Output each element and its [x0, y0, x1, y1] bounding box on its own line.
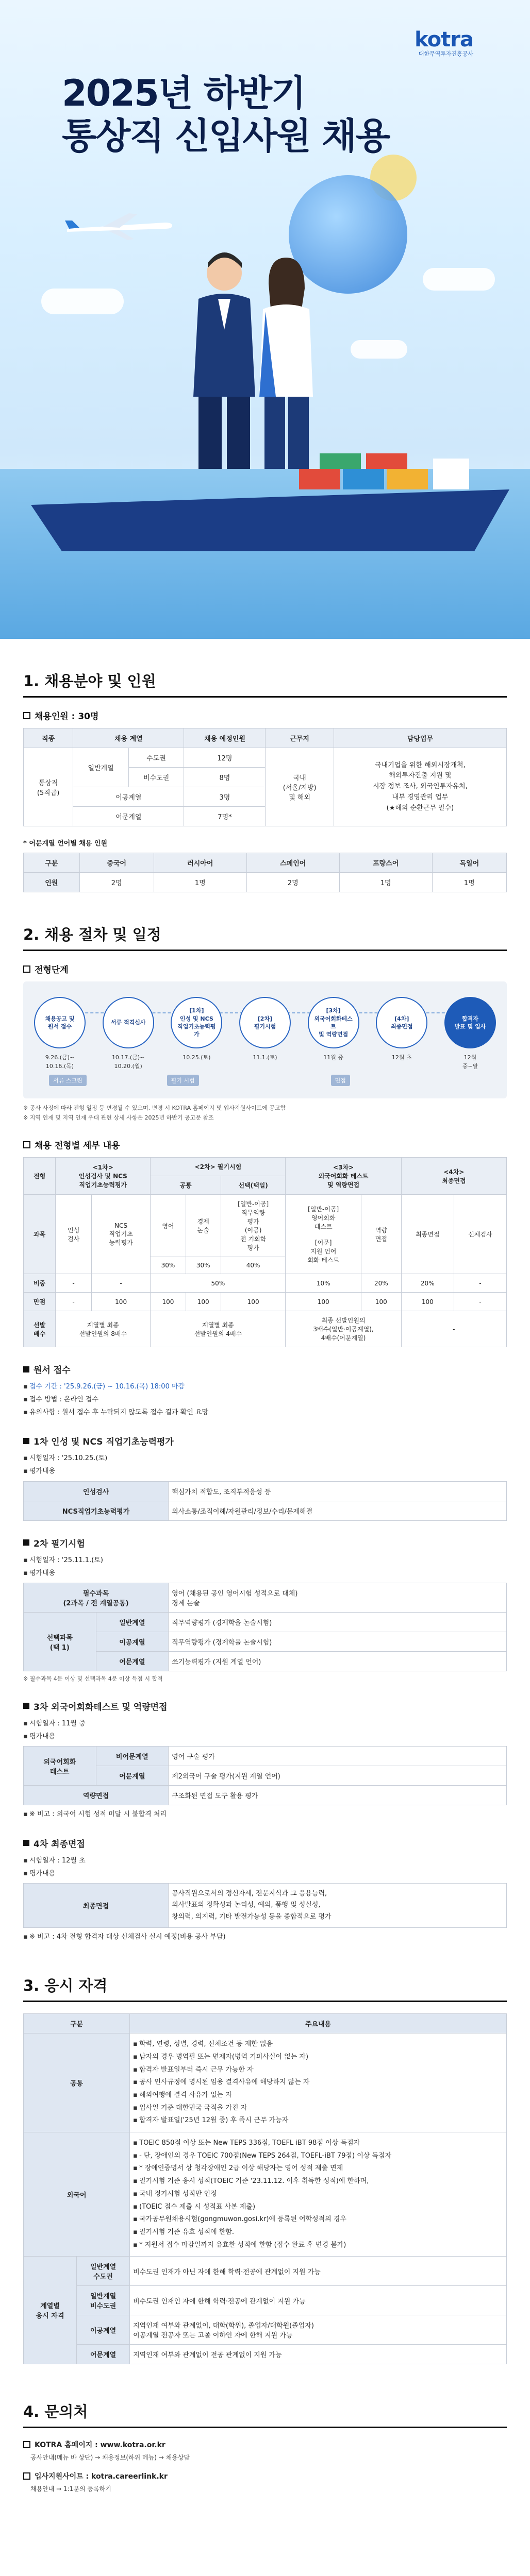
- test2-date: ▪ 시험일자 : '25.11.1.(토): [23, 1554, 507, 1567]
- section2-title: 2. 채용 절차 및 일정: [23, 892, 507, 951]
- section1-title: 1. 채용분야 및 인원: [23, 639, 507, 698]
- language-count-table: [23, 853, 507, 892]
- lang-th: 구분: [24, 853, 80, 873]
- subweight-cell: 30%: [151, 1257, 186, 1274]
- test4-eval: ▪ 평가내용: [23, 1868, 507, 1880]
- elig-field-value: 비수도권 인재가 아닌 자에 한해 학력·전공에 관계없이 지원 가능: [130, 2257, 507, 2286]
- lang-th: 중국어: [79, 853, 154, 873]
- process-note: ※ 지역 인재 및 지역 인재 우대 관련 상세 사항은 2025년 하반기 공고문 참조: [23, 1114, 214, 1121]
- weight-cell: 20%: [361, 1274, 401, 1293]
- section-recruit-fields: [0, 639, 530, 892]
- item-cell: 영어: [151, 1195, 186, 1257]
- timeline-step: [239, 997, 291, 1062]
- timeline-step-date: 11월 중: [323, 1054, 343, 1061]
- elig-lang: [130, 2132, 507, 2257]
- stage-subth: 선택(택일): [221, 1176, 286, 1195]
- section-contact: [0, 2369, 530, 2493]
- elig-field-value: 비수도권 인재인 자에 한해 학력·전공에 관계없이 지원 가능: [130, 2286, 507, 2315]
- lang-th: 스페인어: [246, 853, 339, 873]
- item-cell: 최종면접: [401, 1195, 454, 1274]
- eval-value: 의사소통/조직이해/자원관리/정보/수리/문제해결: [169, 1501, 507, 1520]
- item-cell: NCS 직업기초 능력평가: [91, 1195, 150, 1274]
- timeline-step: [102, 997, 155, 1071]
- job-cell: 통상직 (5직급): [24, 748, 73, 826]
- count-cell: 3명: [184, 787, 266, 807]
- eligibility-item: ▪ 필기시험 기준 유효 성적에 한함.: [133, 2226, 503, 2239]
- test3-table: [23, 1746, 507, 1805]
- eligibility-item: ▪ 국가공무원채용시험(gongmuwon.gosi.kr)에 등록된 어학성적의 경우: [133, 2213, 503, 2226]
- eligibility-item: ▪ 필기시험 기준 응시 성적(TOEIC 기준 '23.11.12. 이후 취득한 성적)에 한하며,: [133, 2175, 503, 2188]
- test4-table: [23, 1883, 507, 1927]
- timeline-step-label: [3차] 외국어회화테스트 및 역량면접: [308, 997, 359, 1048]
- receive-item: ▪ 접수 기간 : '25.9.26.(금) ~ 10.16.(목) 18:00 마감: [23, 1381, 507, 1394]
- eval-sub: 어문계열: [96, 1652, 169, 1671]
- eval-key: 필수과목 (2과목 / 전 계열공통): [24, 1583, 169, 1613]
- item-cell: [일반-이공] 직무역량 평가 (이공) 전 기회학 평가: [221, 1195, 286, 1257]
- eval-value: 영어 구술 평가: [169, 1747, 507, 1766]
- section4-title: 4. 문의처: [23, 2369, 507, 2428]
- test4-heading: 4차 최종면접: [23, 1837, 507, 1850]
- item-cell: [일반-이공] 영어회화 테스트 [어문] 지원 언어 회화 테스트: [286, 1195, 361, 1274]
- lang-th: 프랑스어: [339, 853, 432, 873]
- checkbox-icon: [23, 965, 30, 973]
- eval-sub: 어문계열: [96, 1766, 169, 1786]
- eligibility-item: ▪ 공사 인사규정에 명시된 임용 결격사유에 해당하지 않는 자: [133, 2076, 503, 2089]
- cutline-cell: 100: [401, 1293, 454, 1311]
- test2-note: ※ 필수과목 4문 이상 및 선택과목 4문 이상 득점 시 합격: [23, 1675, 163, 1683]
- test1-list: [23, 1452, 507, 1478]
- workplace-cell: 국내 (서울/지방) 및 해외: [266, 748, 334, 826]
- th-duty: 담당업무: [334, 728, 506, 748]
- eval-value: 직무역량평가 (경제학을 논술시험): [169, 1613, 507, 1632]
- eval-sub: 이공계열: [96, 1632, 169, 1652]
- eligibility-item: ▪ * 장애인증명서 상 청각장애인 2급 이상 해당자는 영어 성적 제출 면제: [133, 2162, 503, 2175]
- eval-key: 선택과목 (택 1): [24, 1613, 96, 1671]
- timeline-step-date: 10.17.(금)~ 10.20.(월): [111, 1054, 145, 1070]
- weight-cell: -: [91, 1274, 150, 1293]
- eval-key: 외국어회화 테스트: [24, 1747, 96, 1786]
- eligibility-item: ▪ - 단, 장애인의 경우 TOEIC 700점(New TEPS 264점, TOEFL-iBT 79점) 이상 득점자: [133, 2150, 503, 2163]
- process-timeline: [23, 981, 507, 1098]
- cutline-label: 만점: [24, 1293, 56, 1311]
- airplane-illustration: [62, 211, 175, 242]
- receive-list: [23, 1381, 507, 1419]
- test4-list: [23, 1855, 507, 1880]
- elig-field-label: 계열별 응시 자격: [24, 2257, 77, 2364]
- select-cell: 최종 선발인원의 3배수(일반·이공계열), 4배수(어문계열): [286, 1311, 401, 1347]
- elig-field-key: 일반계열 비수도권: [77, 2286, 130, 2315]
- cutline-cell: -: [56, 1293, 92, 1311]
- square-bullet-icon: [23, 1840, 29, 1846]
- eligibility-item: ▪ * 지원서 접수 마감일까지 유효한 성적에 한함 (접수 완료 후 변경 불가): [133, 2239, 503, 2252]
- contact-homepage[interactable]: KOTRA 홈페이지 : www.kotra.or.kr: [23, 2439, 507, 2450]
- checkbox-icon: [23, 2441, 30, 2448]
- logo-word: kotra: [415, 28, 473, 52]
- stage-th: <3차> 외국어회화 테스트 및 역량면접: [286, 1158, 401, 1195]
- select-cell: 계열별 최종 선발인원의 8배수: [56, 1311, 151, 1347]
- count-cell: 12명: [184, 748, 266, 768]
- stage-detail-heading: 채용 전형별 세부 내용: [23, 1138, 507, 1151]
- stage-th: <1차> 인성검사 및 NCS 직업기초능력평가: [56, 1158, 151, 1195]
- timeline-step-label: [1차] 인성 및 NCS 직업기초능력평가: [171, 997, 222, 1048]
- square-bullet-icon: [23, 1539, 29, 1546]
- test3-note-list: [23, 1808, 507, 1821]
- test3-heading: 3차 외국어회화테스트 및 역량면접: [23, 1700, 507, 1713]
- test2-list: [23, 1554, 507, 1580]
- eligibility-item: ▪ (TOEIC 점수 제출 시 성적표 사본 제출): [133, 2201, 503, 2214]
- item-cell: 신체검사: [454, 1195, 506, 1274]
- cutline-cell: 100: [221, 1293, 286, 1311]
- timeline-step-label: [4차] 최종면접: [376, 997, 427, 1048]
- tag-written: 필기 시험: [167, 1075, 199, 1086]
- test1-table: [23, 1481, 507, 1521]
- contact-career-site[interactable]: 입사지원사이트 : kotra.careerlink.kr: [23, 2471, 507, 2481]
- square-bullet-icon: [23, 1703, 29, 1709]
- weight-cell: 10%: [286, 1274, 361, 1293]
- count-cell: 8명: [184, 768, 266, 787]
- select-label: 선발 배수: [24, 1311, 56, 1347]
- eval-sub: 일반계열: [96, 1613, 169, 1632]
- cutline-cell: 100: [151, 1293, 186, 1311]
- square-bullet-icon: [23, 1438, 29, 1444]
- elig-common-label: 공통: [24, 2033, 130, 2132]
- weight-cell: -: [454, 1274, 506, 1293]
- th-workplace: 근무지: [266, 728, 334, 748]
- test1-heading: 1차 인성 및 NCS 직업기초능력평가: [23, 1434, 507, 1447]
- timeline-step-date: 12월 초: [391, 1054, 412, 1061]
- timeline-step-label: 합격자 발표 및 입사: [444, 997, 496, 1048]
- th-field: 채용 계열: [73, 728, 184, 748]
- stage-row-label: 과목: [24, 1195, 56, 1274]
- weight-cell: -: [56, 1274, 92, 1293]
- lang-value: 2명: [246, 873, 339, 892]
- timeline-step-date: 12월 중~말: [462, 1054, 478, 1070]
- kotra-logo: [415, 28, 473, 58]
- timeline-step: [34, 997, 86, 1071]
- lang-value: 2명: [79, 873, 154, 892]
- eligibility-item: ▪ 합격자 발표일부터 즉시 근무 가능한 자: [133, 2064, 503, 2077]
- hero-title: [62, 72, 389, 157]
- recruit-table: [23, 728, 507, 826]
- lang-value: 1명: [432, 873, 506, 892]
- th-job: 직종: [24, 728, 73, 748]
- section3-title: 3. 응시 자격: [23, 1943, 507, 2002]
- contact-career-path: 채용안내 → 1:1문의 등록하기: [30, 2485, 111, 2493]
- cutline-cell: -: [454, 1293, 506, 1311]
- recruit-count-heading: 채용인원 : 30명: [23, 709, 507, 722]
- timeline-step-label: 채용공고 및 원서 접수: [34, 997, 86, 1048]
- timeline-step-date: 9.26.(금)~ 10.16.(목): [45, 1054, 75, 1070]
- lang-row-label: 인원: [24, 873, 80, 892]
- timeline-step: [170, 997, 223, 1062]
- test3-eval: ▪ 평가내용: [23, 1731, 507, 1743]
- eval-key: 역량면접: [24, 1786, 169, 1805]
- timeline-step-label: 서류 적격심사: [103, 997, 154, 1048]
- field-cell: 비수도권: [128, 768, 184, 787]
- test4-note: ▪ ※ 비고 : 4차 전형 합격자 대상 신체검사 실시 예정(비용 공사 부담): [23, 1931, 507, 1944]
- elig-lang-label: 외국어: [24, 2132, 130, 2257]
- test1-date: ▪ 시험일자 : '25.10.25.(토): [23, 1452, 507, 1465]
- eligibility-item: ▪ 입사일 기준 대한민국 국적을 가진 자: [133, 2102, 503, 2115]
- cloud-illustration: [41, 289, 124, 314]
- eval-value: 구조화된 면접 도구 활용 평가: [169, 1786, 507, 1805]
- eligibility-item: ▪ 국내 정기시험 성적만 인정: [133, 2188, 503, 2201]
- timeline-step-date: 11.1.(토): [253, 1054, 277, 1061]
- elig-field-value: 지역인재 여부와 관계없이 전공 관계없이 지원 가능: [130, 2345, 507, 2364]
- eligibility-item: ▪ 해외여행에 결격 사유가 없는 자: [133, 2089, 503, 2102]
- receive-item: ▪ 접수 방법 : 온라인 접수: [23, 1394, 507, 1406]
- test2-table: [23, 1583, 507, 1671]
- stage-subth: 공통: [151, 1176, 221, 1195]
- eval-value: 직무역량평가 (경제학을 논술시험): [169, 1632, 507, 1652]
- stage-detail-table: [23, 1157, 507, 1347]
- hero-title-line1: 2025년 하반기: [62, 72, 305, 114]
- timeline-step: [375, 997, 428, 1062]
- employees-illustration: [178, 242, 333, 484]
- checkbox-icon: [23, 2472, 30, 2480]
- eval-value: 공사직원으로서의 정신자세, 전문지식과 그 응용능력, 의사발표의 정확성과 논리성, 예의, 품행 및 성실성, 창의력, 의지력, 기타 발전가능성 등을 종합적으로 평가: [169, 1884, 507, 1927]
- test1-eval: ▪ 평가내용: [23, 1465, 507, 1478]
- elig-th: 구분: [24, 2014, 130, 2033]
- stage-th: 전형: [24, 1158, 56, 1195]
- language-count-note: * 어문계열 언어별 채용 인원: [23, 840, 108, 848]
- lang-th: 러시아어: [154, 853, 246, 873]
- test4-date: ▪ 시험일자 : 12월 초: [23, 1855, 507, 1868]
- elig-field-key: 이공계열: [77, 2315, 130, 2345]
- eligibility-item: ▪ 남자의 경우 병역필 또는 면제자(병역 기피사실이 없는 자): [133, 2051, 503, 2064]
- timeline-step-date: 10.25.(토): [183, 1054, 211, 1061]
- item-cell: 역량 면접: [361, 1195, 401, 1274]
- duty-cell: 국내기업을 위한 해외시장개척, 해외투자진출 지원 및 시장 정보 조사, 외국인투자유치, 내부 경영관리 업무 (★해외 순환근무 필수): [334, 748, 506, 826]
- general-cell: 일반계열: [73, 748, 129, 787]
- eval-key: 최종면접: [24, 1884, 169, 1927]
- item-cell: 경제 논술: [186, 1195, 221, 1257]
- cutline-cell: 100: [91, 1293, 150, 1311]
- eligibility-item: ▪ 합격자 발표일('25년 12월 중) 후 즉시 근무 가능자: [133, 2114, 503, 2127]
- hero-title-line2: 통상직 신입사원 채용: [62, 114, 390, 157]
- field-cell: 어문계열: [73, 807, 184, 826]
- eval-value: 핵심가치 적합도, 조직부적응성 등: [169, 1481, 507, 1501]
- field-cell: 이공계열: [73, 787, 184, 807]
- logo-subtitle: 대한무역투자진흥공사: [418, 50, 473, 57]
- eligibility-item: ▪ 학력, 연령, 성별, 경력, 신체조건 등 제한 없음: [133, 2038, 503, 2051]
- test3-list: [23, 1718, 507, 1743]
- select-cell: 계열별 최종 선발인원의 4배수: [151, 1311, 286, 1347]
- hero-banner: [0, 0, 530, 639]
- timeline-step: [307, 997, 360, 1062]
- stage-th: <2차> 필기시험: [151, 1158, 286, 1176]
- weight-cell: 50%: [151, 1274, 286, 1293]
- field-cell: 수도권: [128, 748, 184, 768]
- process-notes: [23, 1104, 507, 1123]
- checkbox-icon: [23, 1141, 30, 1148]
- weight-cell: 20%: [401, 1274, 454, 1293]
- count-cell: 7명*: [184, 807, 266, 826]
- subweight-cell: 40%: [221, 1257, 286, 1274]
- section-process: [0, 892, 530, 1943]
- elig-th: 주요내용: [130, 2014, 507, 2033]
- item-cell: 인성 검사: [56, 1195, 92, 1274]
- lang-th: 독일어: [432, 853, 506, 873]
- receive-heading: 원서 접수: [23, 1363, 507, 1376]
- test3-date: ▪ 시험일자 : 11월 중: [23, 1718, 507, 1731]
- tag-interview: 면접: [331, 1075, 350, 1086]
- cloud-illustration: [423, 268, 495, 291]
- test3-note: ▪ ※ 비고 : 외국어 시험 성적 미달 시 불합격 처리: [23, 1808, 507, 1821]
- eval-key: 인성검사: [24, 1481, 169, 1501]
- process-heading: 전형단계: [23, 962, 507, 975]
- eligibility-table: [23, 2013, 507, 2364]
- lang-value: 1명: [154, 873, 246, 892]
- checkbox-icon: [23, 712, 30, 719]
- weight-label: 비중: [24, 1274, 56, 1293]
- test4-note-list: [23, 1931, 507, 1944]
- cargo-ship-illustration: [31, 453, 509, 551]
- tag-document: 서류 스크린: [49, 1075, 87, 1086]
- test2-heading: 2차 필기시험: [23, 1536, 507, 1549]
- cloud-illustration: [351, 340, 407, 359]
- square-bullet-icon: [23, 1366, 29, 1372]
- elig-field-key: 일반계열 수도권: [77, 2257, 130, 2286]
- eval-sub: 비어문계열: [96, 1747, 169, 1766]
- process-note: ※ 공사 사정에 따라 전형 일정 등 변경될 수 있으며, 변경 시 KOTRA 홈페이지 및 입사지원사이트에 공고함: [23, 1105, 286, 1111]
- lang-value: 1명: [339, 873, 432, 892]
- subweight-cell: 30%: [186, 1257, 221, 1274]
- contact-homepage-path: 공사안내(메뉴 바 상단) → 채용정보(하위 메뉴) → 채용상담: [30, 2454, 190, 2462]
- th-count: 채용 예정인원: [184, 728, 266, 748]
- eval-value: 제2외국어 구술 평가(지원 계열 언어): [169, 1766, 507, 1786]
- elig-common: [130, 2033, 507, 2132]
- eval-value: 영어 (채용된 공인 영어시험 성적으로 대체) 경제 논술: [169, 1583, 507, 1613]
- elig-field-value: 지역인재 여부와 관계없이, 대학(학위), 졸업자/대학원(졸업자) 이공계열 전공자 또는 고졸 이하인 자에 한해 지원 가능: [130, 2315, 507, 2345]
- section-eligibility: [0, 1943, 530, 2364]
- timeline-step: [444, 997, 496, 1071]
- eval-value: 쓰기능력평가 (지원 계열 언어): [169, 1652, 507, 1671]
- timeline-step-label: [2차] 필기시험: [239, 997, 291, 1048]
- elig-field-key: 어문계열: [77, 2345, 130, 2364]
- stage-th: <4차> 최종면접: [401, 1158, 506, 1195]
- cutline-cell: 100: [361, 1293, 401, 1311]
- eligibility-item: ▪ TOEIC 850점 이상 또는 New TEPS 336점, TOEFL iBT 98점 이상 득점자: [133, 2137, 503, 2150]
- receive-item: ▪ 유의사항 : 원서 접수 후 누락되지 않도록 접수 결과 확인 요망: [23, 1406, 507, 1419]
- eval-key: NCS직업기초능력평가: [24, 1501, 169, 1520]
- select-cell: -: [401, 1311, 506, 1347]
- test2-eval: ▪ 평가내용: [23, 1567, 507, 1580]
- cutline-cell: 100: [186, 1293, 221, 1311]
- timeline-tags: [34, 1075, 496, 1086]
- cutline-cell: 100: [286, 1293, 361, 1311]
